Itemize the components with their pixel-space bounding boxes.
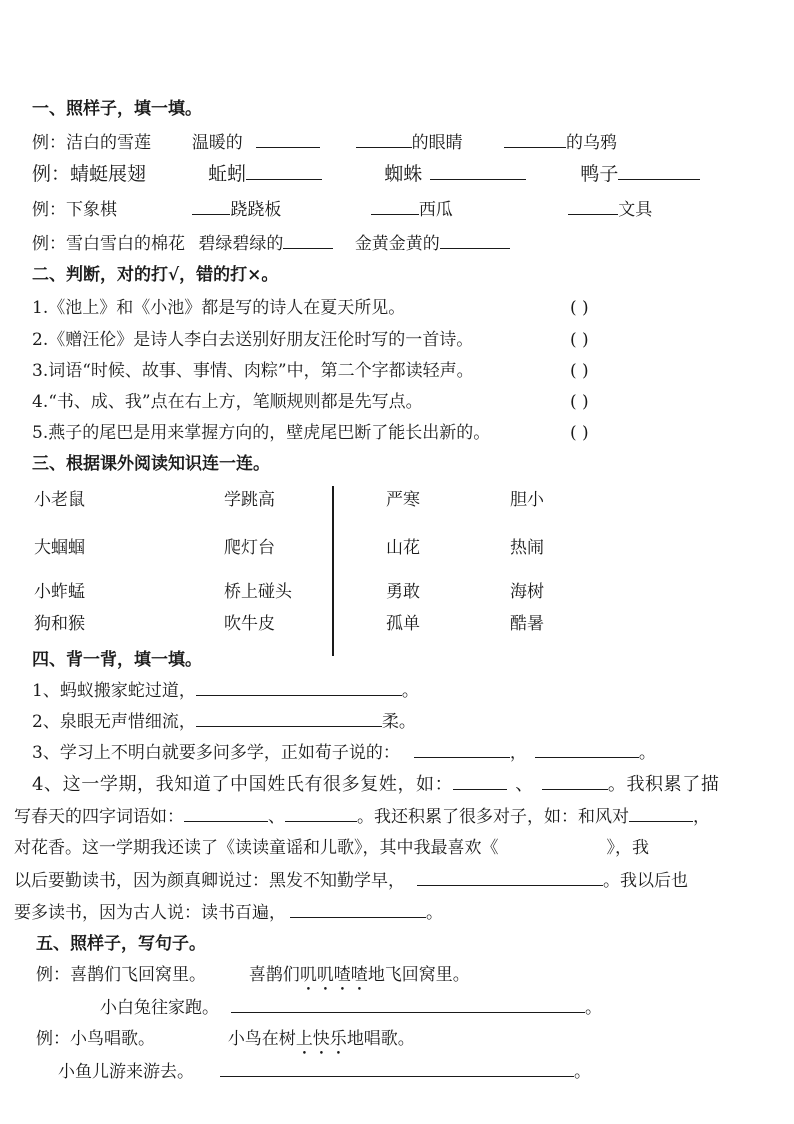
- s5-q2: [58, 1060, 591, 1083]
- s4-q2-blank[interactable]: [196, 710, 382, 727]
- s4-q4-line-3: [14, 837, 649, 859]
- s4-q4-l3-text: 对花香。这一学期我还读了《读读童谣和儿歌》，其中我最喜欢《: [14, 838, 499, 858]
- s1-row-1: [32, 131, 617, 154]
- s4-q4-l2-end: ，: [693, 807, 710, 827]
- match-left-target[interactable]: 桥上碰头: [224, 582, 292, 602]
- s4-q3-text: 3、学习上不明白就要多问多学，正如荀子说的：: [32, 743, 400, 763]
- s4-q4-l1-text: 4、这一学期，我知道了中国姓氏有很多复姓，如：: [32, 774, 454, 795]
- s2-item-4: 4.“书、成、我”点在右上方，笔顺规则都是先写点。: [32, 392, 423, 412]
- s2-answer-5[interactable]: ( ): [570, 423, 589, 443]
- s5-q1-end: 。: [585, 998, 602, 1018]
- s4-q4-l1-end: 。我积累了描: [607, 774, 720, 795]
- s5-ex1-sentence-pre: 喜鹊们: [248, 965, 300, 985]
- s1-row-2: [32, 163, 700, 185]
- match-right-item[interactable]: 山花: [386, 538, 420, 558]
- s1-r3-b-label: 西瓜: [418, 200, 453, 220]
- s2-item-1: 1.《池上》和《小池》都是写的诗人在夏天所见。: [32, 298, 406, 318]
- s4-q4-surname-blank-2[interactable]: [542, 773, 608, 790]
- s1-r2-example: 例：蜻蜓展翅: [32, 163, 147, 185]
- s4-q4-line-5: [14, 901, 443, 924]
- section-3-heading: 三、根据课外阅读知识连一连。: [32, 454, 270, 474]
- s4-q4-l5-end: 。: [426, 903, 443, 923]
- s1-r3-a-label: 跷跷板: [230, 200, 282, 220]
- s5-q1-text: 小白兔往家跑。: [100, 998, 219, 1018]
- s4-q1-end: 。: [401, 681, 419, 701]
- s1-r1-a-blank[interactable]: [256, 131, 320, 148]
- s4-q4-poem-blank[interactable]: [417, 869, 603, 886]
- s4-q4-l4-end: 。我以后也: [603, 871, 688, 891]
- s4-q3-end: 。: [638, 743, 656, 763]
- s1-row-4: [32, 232, 510, 255]
- match-right-target[interactable]: 海树: [510, 582, 544, 602]
- s1-r4-example: 例：雪白雪白的棉花: [32, 234, 185, 254]
- match-right-target[interactable]: 酷暑: [510, 614, 544, 634]
- match-right-item[interactable]: 孤单: [386, 614, 420, 634]
- s5-q1: [100, 996, 602, 1019]
- s1-r3-c-blank[interactable]: [568, 198, 618, 215]
- match-left-target[interactable]: 吹牛皮: [224, 614, 275, 634]
- s5-q2-answer-blank[interactable]: [220, 1060, 574, 1077]
- s4-q4-surname-blank-1[interactable]: [453, 773, 507, 790]
- s1-r1-b-label: 的眼睛: [411, 133, 463, 153]
- s5-ex2-label: 例：小鸟唱歌。: [36, 1029, 155, 1049]
- s5-q2-text: 小鱼儿游来游去。: [58, 1062, 194, 1082]
- match-left-item[interactable]: 小老鼠: [34, 490, 85, 510]
- s1-r2-a-blank[interactable]: [246, 163, 322, 180]
- match-right-item[interactable]: 严寒: [386, 490, 420, 510]
- s4-q4-line-2: [14, 805, 710, 828]
- s1-r4-b-blank[interactable]: [440, 232, 510, 249]
- s2-answer-1[interactable]: ( ): [570, 298, 589, 318]
- match-left-item[interactable]: 小蚱蜢: [34, 582, 85, 602]
- s4-q4-saying-blank[interactable]: [290, 901, 426, 918]
- s4-q3-comma: ，: [509, 743, 527, 763]
- s2-item-3: 3.词语“时候、故事、事情、肉粽”中，第二个字都读轻声。: [32, 361, 474, 381]
- s4-q4-l5-text: 要多读书，因为古人说：读书百遍，: [14, 903, 286, 923]
- s1-r2-b-label: 蜘蛛: [384, 163, 423, 185]
- match-right-item[interactable]: 勇敢: [386, 582, 420, 602]
- s1-r4-a-label: 碧绿碧绿的: [198, 234, 284, 254]
- s1-r1-b-blank[interactable]: [356, 131, 412, 148]
- section-2-heading: 二、判断，对的打√，错的打×。: [32, 265, 279, 285]
- s1-r3-c-label: 文具: [618, 200, 653, 220]
- s5-q1-answer-blank[interactable]: [231, 996, 585, 1013]
- s4-q1-text: 1、蚂蚁搬家蛇过道，: [32, 681, 196, 701]
- s4-q4-l2-text: 写春天的四字词语如：: [14, 807, 184, 827]
- s1-r1-c-blank[interactable]: [504, 131, 566, 148]
- s5-example-2: [36, 1028, 415, 1059]
- s1-row-3: [32, 198, 652, 221]
- section-5-heading: 五、照样子，写句子。: [36, 934, 206, 954]
- s4-q4-line-4: [14, 869, 688, 892]
- s4-q4-idiom-blank-2[interactable]: [285, 805, 357, 822]
- s4-q2-end: 柔。: [381, 712, 416, 732]
- s1-r4-a-blank[interactable]: [283, 232, 333, 249]
- s1-r4-b-label: 金黄金黄的: [354, 234, 440, 254]
- s1-r3-example: 例：下象棋: [32, 200, 117, 220]
- match-left-item[interactable]: 大蝈蝈: [34, 538, 85, 558]
- s4-q4-line-1: [32, 773, 719, 796]
- s1-r2-b-blank[interactable]: [430, 163, 526, 180]
- s2-item-5: 5.燕子的尾巴是用来掌握方向的，壁虎尾巴断了能长出新的。: [32, 423, 491, 443]
- s4-q4-l1-sep: 、: [515, 774, 534, 795]
- s4-q4-l2-text-2: 。我还积累了很多对子，如：和风对: [357, 807, 629, 827]
- s1-r3-b-blank[interactable]: [371, 198, 419, 215]
- s5-q2-end: 。: [574, 1062, 591, 1082]
- s4-q4-couplet-blank[interactable]: [629, 805, 693, 822]
- s1-r1-c-label: 的乌鸦: [566, 133, 618, 153]
- s1-r3-a-blank[interactable]: [192, 198, 230, 215]
- s1-r1-example: 例：洁白的雪莲: [32, 133, 151, 153]
- s4-q2: [32, 710, 416, 733]
- column-divider: [332, 486, 334, 656]
- s5-ex1-sentence-emphasis: 叽叽喳喳: [299, 965, 368, 985]
- match-right-target[interactable]: 胆小: [510, 490, 544, 510]
- s5-ex2-sentence-post: 地唱歌。: [346, 1029, 415, 1049]
- s4-q3-blank-2[interactable]: [535, 741, 639, 758]
- section-1-heading: 一、照样子，填一填。: [32, 99, 202, 119]
- s4-q1: [32, 679, 419, 702]
- s1-r1-a-label: 温暖的: [191, 133, 243, 153]
- s4-q4-l2-sep: 、: [268, 807, 285, 827]
- s4-q4-idiom-blank-1[interactable]: [184, 805, 268, 822]
- s2-answer-3[interactable]: ( ): [570, 361, 589, 381]
- s4-q4-l4-text: 以后要勤读书，因为颜真卿说过：黑发不知勤学早，: [14, 871, 405, 891]
- s4-q3-blank-1[interactable]: [414, 741, 510, 758]
- match-left-target[interactable]: 学跳高: [224, 490, 275, 510]
- s4-q2-text: 2、泉眼无声惜细流，: [32, 712, 196, 732]
- s2-answer-2[interactable]: ( ): [570, 330, 589, 350]
- section-4-heading: 四、背一背，填一填。: [32, 650, 202, 670]
- s4-q1-blank[interactable]: [196, 679, 402, 696]
- s1-r2-c-blank[interactable]: [618, 163, 700, 180]
- s5-ex2-sentence-emphasis: 上快乐: [295, 1029, 347, 1049]
- s2-item-2: 2.《赠汪伦》是诗人李白去送别好朋友汪伦时写的一首诗。: [32, 330, 474, 350]
- match-left-target[interactable]: 爬灯台: [224, 538, 275, 558]
- s5-example-1: [36, 964, 470, 995]
- s4-q3: [32, 741, 656, 764]
- s5-ex1-sentence-post: 地飞回窝里。: [367, 965, 470, 985]
- s1-r2-a-label: 蚯蚓: [208, 163, 247, 185]
- s5-ex2-sentence-pre: 小鸟在树: [227, 1029, 296, 1049]
- s1-r2-c-label: 鸭子: [580, 163, 619, 185]
- s4-q4-l3-end: 》，我: [606, 838, 649, 858]
- s2-answer-4[interactable]: ( ): [570, 392, 589, 412]
- match-right-target[interactable]: 热闹: [510, 538, 544, 558]
- match-left-item[interactable]: 狗和猴: [34, 614, 85, 634]
- s5-ex1-label: 例：喜鹊们飞回窝里。: [36, 965, 206, 985]
